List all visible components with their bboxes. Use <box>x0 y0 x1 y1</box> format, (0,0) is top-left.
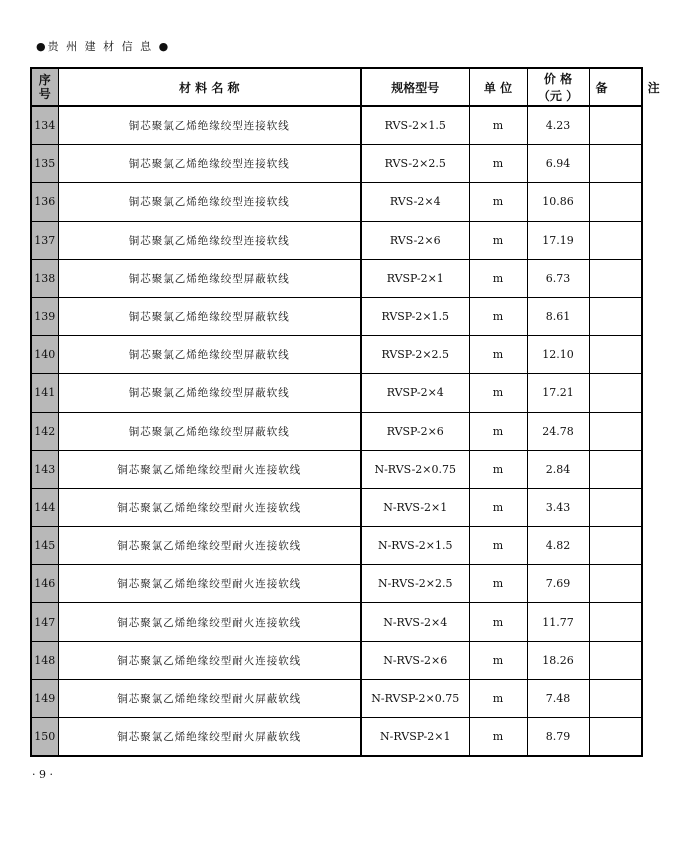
row-material-name: 铜芯聚氯乙烯绝缘绞型耐火连接软线 <box>58 603 361 641</box>
row-remark <box>589 679 642 717</box>
table-header-row <box>31 68 642 106</box>
column-header-unit: 单 位 <box>469 68 527 106</box>
row-price: 7.48 <box>527 679 589 717</box>
row-material-name: 铜芯聚氯乙烯绝缘绞型连接软线 <box>58 183 361 221</box>
row-unit: m <box>469 183 527 221</box>
row-seq: 145 <box>31 527 58 565</box>
row-price: 12.10 <box>527 336 589 374</box>
price-header-line2: （元 ） <box>537 89 579 103</box>
table-row <box>31 641 642 679</box>
row-unit: m <box>469 297 527 335</box>
row-spec: RVSP-2×4 <box>361 374 469 412</box>
row-remark <box>589 488 642 526</box>
row-material-name: 铜芯聚氯乙烯绝缘绞型耐火屏蔽软线 <box>58 679 361 717</box>
row-price: 4.23 <box>527 106 589 145</box>
table-row <box>31 183 642 221</box>
row-unit: m <box>469 259 527 297</box>
table-row <box>31 565 642 603</box>
column-header-name: 材 料 名 称 <box>58 68 361 106</box>
table-row <box>31 336 642 374</box>
row-spec: RVS-2×1.5 <box>361 106 469 145</box>
row-unit: m <box>469 450 527 488</box>
row-remark <box>589 412 642 450</box>
row-spec: N-RVS-2×1.5 <box>361 527 469 565</box>
table-row <box>31 259 642 297</box>
row-material-name: 铜芯聚氯乙烯绝缘绞型耐火连接软线 <box>58 488 361 526</box>
row-spec: N-RVSP-2×0.75 <box>361 679 469 717</box>
row-unit: m <box>469 603 527 641</box>
table-row <box>31 488 642 526</box>
row-remark <box>589 145 642 183</box>
table-row <box>31 412 642 450</box>
row-spec: N-RVSP-2×1 <box>361 718 469 757</box>
row-remark <box>589 106 642 145</box>
row-price: 17.19 <box>527 221 589 259</box>
column-header-price <box>527 68 589 106</box>
row-spec: RVS-2×6 <box>361 221 469 259</box>
row-seq: 149 <box>31 679 58 717</box>
row-unit: m <box>469 488 527 526</box>
table-row <box>31 450 642 488</box>
row-spec: N-RVS-2×4 <box>361 603 469 641</box>
row-unit: m <box>469 565 527 603</box>
row-seq: 136 <box>31 183 58 221</box>
row-unit: m <box>469 145 527 183</box>
seq-header-line2: 号 <box>38 87 51 101</box>
row-remark <box>589 641 642 679</box>
row-price: 6.94 <box>527 145 589 183</box>
row-remark <box>589 565 642 603</box>
table-row <box>31 145 642 183</box>
row-unit: m <box>469 336 527 374</box>
seq-header-line1: 序 <box>38 73 51 87</box>
table-row <box>31 106 642 145</box>
row-seq: 138 <box>31 259 58 297</box>
row-unit: m <box>469 374 527 412</box>
row-price: 8.79 <box>527 718 589 757</box>
row-material-name: 铜芯聚氯乙烯绝缘绞型耐火连接软线 <box>58 565 361 603</box>
row-unit: m <box>469 679 527 717</box>
row-material-name: 铜芯聚氯乙烯绝缘绞型耐火连接软线 <box>58 641 361 679</box>
row-material-name: 铜芯聚氯乙烯绝缘绞型屏蔽软线 <box>58 412 361 450</box>
row-unit: m <box>469 718 527 757</box>
column-header-seq <box>31 68 58 106</box>
row-material-name: 铜芯聚氯乙烯绝缘绞型连接软线 <box>58 106 361 145</box>
row-material-name: 铜芯聚氯乙烯绝缘绞型耐火连接软线 <box>58 450 361 488</box>
row-remark <box>589 374 642 412</box>
row-price: 24.78 <box>527 412 589 450</box>
row-material-name: 铜芯聚氯乙烯绝缘绞型连接软线 <box>58 221 361 259</box>
table-row <box>31 603 642 641</box>
table-row <box>31 221 642 259</box>
row-spec: RVS-2×2.5 <box>361 145 469 183</box>
row-spec: RVSP-2×1 <box>361 259 469 297</box>
row-material-name: 铜芯聚氯乙烯绝缘绞型耐火屏蔽软线 <box>58 718 361 757</box>
row-price: 6.73 <box>527 259 589 297</box>
row-seq: 146 <box>31 565 58 603</box>
row-material-name: 铜芯聚氯乙烯绝缘绞型连接软线 <box>58 145 361 183</box>
row-seq: 150 <box>31 718 58 757</box>
row-seq: 147 <box>31 603 58 641</box>
table-row <box>31 679 642 717</box>
row-seq: 148 <box>31 641 58 679</box>
row-spec: RVSP-2×2.5 <box>361 336 469 374</box>
row-price: 7.69 <box>527 565 589 603</box>
row-spec: N-RVS-2×6 <box>361 641 469 679</box>
row-unit: m <box>469 106 527 145</box>
row-seq: 143 <box>31 450 58 488</box>
row-remark <box>589 527 642 565</box>
row-seq: 144 <box>31 488 58 526</box>
row-spec: RVSP-2×1.5 <box>361 297 469 335</box>
row-seq: 135 <box>31 145 58 183</box>
price-header-line1: 价 格 <box>543 72 573 86</box>
row-seq: 141 <box>31 374 58 412</box>
row-price: 10.86 <box>527 183 589 221</box>
row-remark <box>589 221 642 259</box>
table-body <box>31 106 642 756</box>
table-row <box>31 374 642 412</box>
row-remark <box>589 297 642 335</box>
page-number: · 9 · <box>32 768 53 781</box>
row-unit: m <box>469 412 527 450</box>
price-table <box>30 67 678 757</box>
row-remark <box>589 336 642 374</box>
row-unit: m <box>469 641 527 679</box>
column-header-spec: 规格型号 <box>361 68 469 106</box>
table-row <box>31 718 642 757</box>
table-row <box>31 297 642 335</box>
row-spec: RVS-2×4 <box>361 183 469 221</box>
row-price: 2.84 <box>527 450 589 488</box>
row-material-name: 铜芯聚氯乙烯绝缘绞型屏蔽软线 <box>58 336 361 374</box>
row-remark <box>589 603 642 641</box>
row-remark <box>589 718 642 757</box>
page-header: ●贵 州 建 材 信 息 ● <box>36 40 171 53</box>
row-remark <box>589 450 642 488</box>
row-material-name: 铜芯聚氯乙烯绝缘绞型屏蔽软线 <box>58 297 361 335</box>
row-material-name: 铜芯聚氯乙烯绝缘绞型屏蔽软线 <box>58 259 361 297</box>
row-material-name: 铜芯聚氯乙烯绝缘绞型屏蔽软线 <box>58 374 361 412</box>
row-spec: N-RVS-2×1 <box>361 488 469 526</box>
row-unit: m <box>469 221 527 259</box>
row-price: 4.82 <box>527 527 589 565</box>
row-price: 8.61 <box>527 297 589 335</box>
row-unit: m <box>469 527 527 565</box>
row-spec: RVSP-2×6 <box>361 412 469 450</box>
row-spec: N-RVS-2×2.5 <box>361 565 469 603</box>
row-price: 11.77 <box>527 603 589 641</box>
row-price: 18.26 <box>527 641 589 679</box>
row-remark <box>589 259 642 297</box>
row-seq: 140 <box>31 336 58 374</box>
row-seq: 137 <box>31 221 58 259</box>
row-seq: 139 <box>31 297 58 335</box>
row-seq: 134 <box>31 106 58 145</box>
row-price: 17.21 <box>527 374 589 412</box>
column-header-remark: 备 注 <box>589 68 642 106</box>
row-spec: N-RVS-2×0.75 <box>361 450 469 488</box>
row-price: 3.43 <box>527 488 589 526</box>
table-row <box>31 527 642 565</box>
row-material-name: 铜芯聚氯乙烯绝缘绞型耐火连接软线 <box>58 527 361 565</box>
row-remark <box>589 183 642 221</box>
row-seq: 142 <box>31 412 58 450</box>
